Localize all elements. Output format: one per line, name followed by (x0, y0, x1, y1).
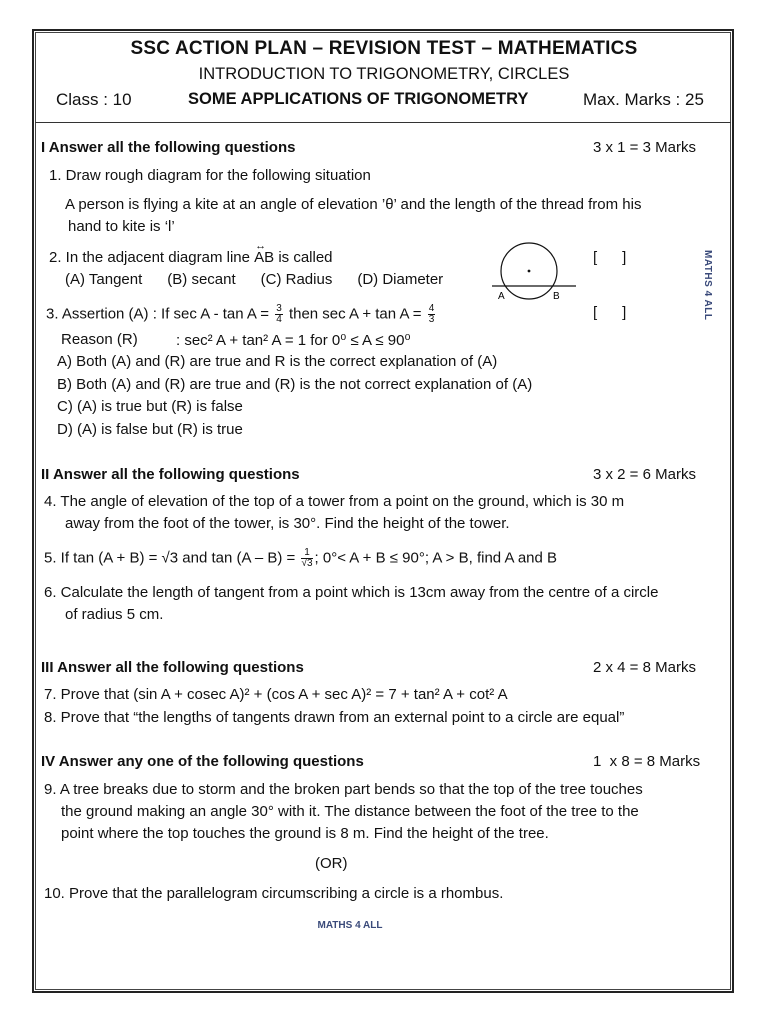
section-2-marks: 3 x 2 = 6 Marks (593, 466, 696, 483)
question-6-line-1: 6. Calculate the length of tangent from a point which is 13cm away from the centre of a circle (44, 584, 659, 601)
fraction-4-3 (428, 304, 436, 325)
question-2-answer-bracket: [ ] (593, 249, 627, 266)
question-5 (44, 548, 557, 569)
fraction-denominator: 3 (428, 314, 435, 325)
diagram-point-a: A (498, 291, 505, 302)
fraction-numerator: 4 (428, 303, 435, 314)
question-2-prefix: 2. In the adjacent diagram line (49, 249, 255, 266)
section-4-heading: IV Answer any one of the following questions (41, 753, 364, 770)
side-watermark: MATHS 4 ALL (702, 250, 713, 321)
question-3-assertion (46, 304, 437, 325)
section-3-heading: III Answer all the following questions (41, 659, 304, 676)
section-3-marks: 2 x 4 = 8 Marks (593, 659, 696, 676)
max-marks-label: Max. Marks : 25 (583, 90, 704, 109)
question-3-option-c: C) (A) is true but (R) is false (57, 398, 243, 415)
fraction-1-root3 (301, 548, 312, 569)
fraction-denominator: √3 (301, 558, 313, 569)
line-ab-symbol: ↔ AB (254, 249, 274, 266)
question-5-prefix: 5. If tan (A + B) = √3 and tan (A – B) = (44, 549, 296, 567)
question-10: 10. Prove that the parallelogram circumscribing a circle is a rhombus. (44, 885, 504, 902)
section-4-marks: 1 x 8 = 8 Marks (593, 753, 701, 770)
question-2-suffix: is called (274, 249, 333, 266)
question-2-options: (A) Tangent (B) secant (C) Radius (D) Diameter (65, 271, 444, 288)
footer-watermark: MATHS 4 ALL (317, 920, 383, 931)
question-3-answer-bracket: [ ] (593, 304, 627, 321)
diagram-point-b: B (553, 291, 560, 302)
question-3-option-d: D) (A) is false but (R) is true (57, 421, 243, 438)
question-1-line-2: hand to kite is ‘l’ (68, 218, 175, 235)
circle-centre-point (528, 270, 531, 273)
question-1-line-1: A person is flying a kite at an angle of elevation ’θ’ and the length of the thread from his (65, 196, 642, 213)
question-4-line-1: 4. The angle of elevation of the top of a tower from a point on the ground, which is 30 m (44, 493, 625, 510)
question-5-suffix: ; 0°< A + B ≤ 90°; A > B, find A and B (314, 549, 558, 567)
fraction-3-4 (275, 304, 283, 325)
question-3-reason-label: Reason (R) (61, 331, 138, 348)
question-8: 8. Prove that “the lengths of tangents drawn from an external point to a circle are equal” (44, 709, 625, 726)
page-title: SSC ACTION PLAN – REVISION TEST – MATHEMATICS (130, 38, 638, 59)
question-6-line-2: of radius 5 cm. (65, 606, 164, 623)
question-9-line-2: the ground making an angle 30° with it. The distance between the foot of the tree to the (61, 803, 639, 820)
fraction-numerator: 3 (276, 303, 282, 314)
question-1: 1. Draw rough diagram for the following situation (49, 167, 371, 184)
fraction-denominator: 4 (276, 314, 282, 325)
topics-subtitle: INTRODUCTION TO TRIGONOMETRY, CIRCLES (198, 65, 570, 83)
class-label: Class : 10 (56, 90, 132, 109)
question-2 (49, 249, 333, 266)
section-1-heading: I Answer all the following questions (41, 139, 296, 156)
question-9-line-3: point where the top touches the ground is 8 m. Find the height of the tree. (61, 825, 549, 842)
circle-diagram (492, 240, 578, 302)
question-3-assertion-mid: then sec A + tan A = (288, 305, 422, 323)
question-7: 7. Prove that (sin A + cosec A)² + (cos A + sec A)² = 7 + tan² A + cot² A (44, 686, 508, 703)
fraction-numerator: 1 (301, 548, 312, 559)
header-divider (35, 122, 731, 123)
question-3-assertion-text: 3. Assertion (A) : If sec A - tan A = (46, 305, 270, 323)
question-3-option-a: A) Both (A) and (R) are true and R is the correct explanation of (A) (57, 353, 498, 370)
section-2-heading: II Answer all the following questions (41, 466, 300, 483)
question-3-reason-text: : sec² A + tan² A = 1 for 0⁰ ≤ A ≤ 90⁰ (176, 332, 411, 349)
or-separator: (OR) (315, 855, 348, 872)
section-1-marks: 3 x 1 = 3 Marks (593, 139, 696, 156)
topics-subtitle-2: SOME APPLICATIONS OF TRIGONOMETRY (188, 90, 529, 108)
question-9-line-1: 9. A tree breaks due to storm and the broken part bends so that the top of the tree touches (44, 781, 643, 798)
question-3-option-b: B) Both (A) and (R) are true and (R) is the not correct explanation of (A) (57, 376, 533, 393)
question-4-line-2: away from the foot of the tower, is 30°. Find the height of the tower. (65, 515, 510, 532)
